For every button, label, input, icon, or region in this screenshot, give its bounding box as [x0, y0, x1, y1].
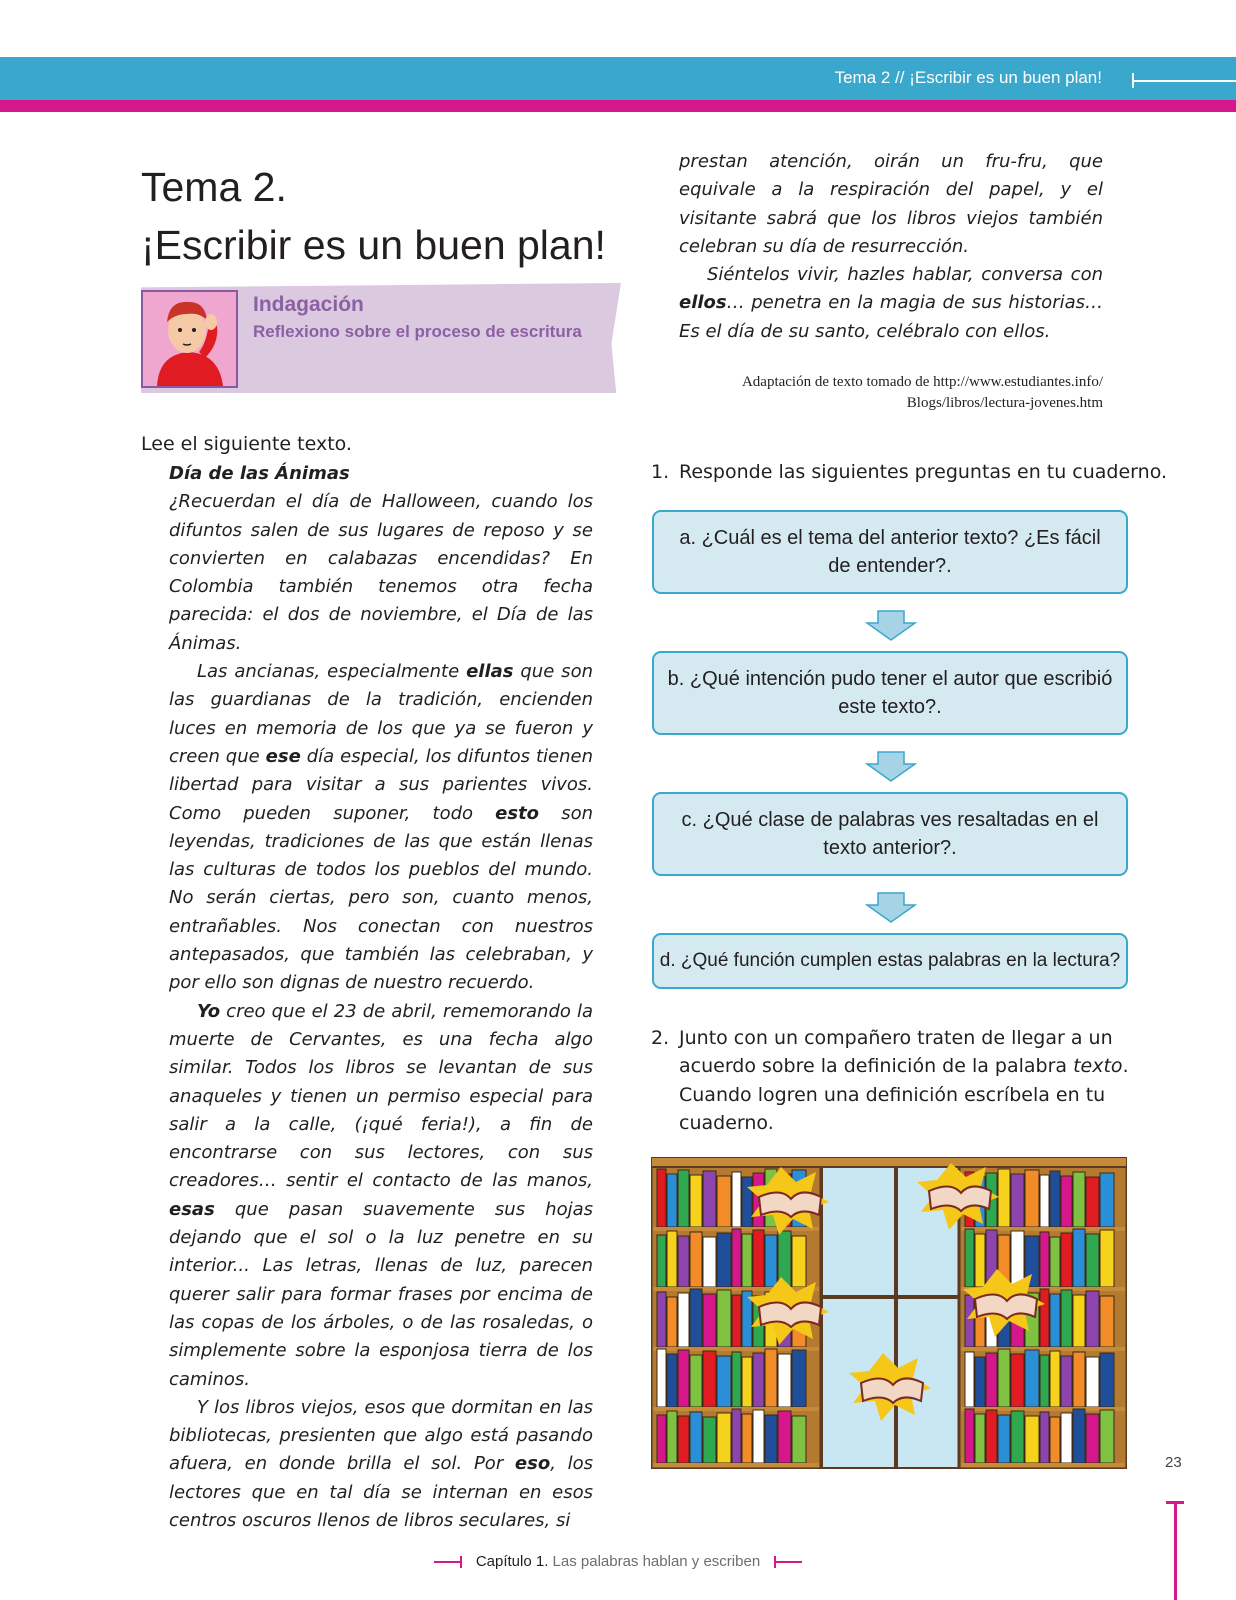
book-spine: [1073, 1409, 1085, 1463]
page-title: [141, 158, 606, 274]
footer-mark: [434, 1561, 462, 1563]
book-spine: [765, 1235, 777, 1287]
book-spine: [703, 1294, 716, 1347]
book-spine: [717, 1290, 731, 1347]
footer-mark: [774, 1561, 802, 1563]
book-spine: [703, 1351, 716, 1407]
book-spine: [657, 1415, 666, 1463]
highlighted-word: eso: [514, 1453, 551, 1475]
question-box-c: c. ¿Qué clase de palabras ves resaltadas en el texto anterior?.: [652, 792, 1128, 876]
book-spine: [690, 1289, 702, 1347]
book-spine: [753, 1353, 764, 1407]
highlighted-word: esas: [169, 1198, 215, 1220]
highlighted-word: ese: [265, 745, 301, 767]
reading-paragraph: [679, 261, 1103, 346]
book-spine: [667, 1354, 677, 1407]
book-spine: [657, 1235, 666, 1287]
book-spine: [1040, 1232, 1049, 1287]
book-spine: [667, 1411, 677, 1463]
book-spine: [1100, 1173, 1114, 1227]
book-spine: [1073, 1295, 1085, 1347]
activity-text: [679, 1024, 1131, 1137]
book-spine: [1050, 1417, 1060, 1463]
book-spine: [1050, 1171, 1060, 1227]
shelf-board: [961, 1463, 1125, 1467]
source-citation: [620, 372, 1103, 414]
down-arrow-icon: [865, 751, 917, 782]
book-spine: [965, 1409, 974, 1463]
book-spine: [732, 1229, 741, 1287]
question-box-d: d. ¿Qué función cumplen estas palabras en la lectura?: [652, 933, 1128, 989]
title-line-1: Tema 2.: [141, 164, 287, 210]
reading-instruction: Lee el siguiente texto.: [141, 433, 352, 455]
source-line: Blogs/libros/lectura-jovenes.htm: [906, 395, 1103, 411]
reading-paragraph: [169, 998, 593, 1394]
book-spine: [965, 1229, 974, 1287]
book-spine: [1086, 1414, 1099, 1463]
source-line: Adaptación de texto tomado de http://www.estudiantes.info/: [741, 374, 1103, 390]
title-line-2: ¡Escribir es un buen plan!: [141, 222, 606, 268]
book-spine: [792, 1236, 806, 1287]
book-spine: [690, 1175, 702, 1227]
book-spine: [1061, 1176, 1072, 1227]
book-spine: [1061, 1356, 1072, 1407]
thinking-student-icon: [141, 290, 238, 388]
book-spine: [678, 1170, 689, 1227]
bookshelf-illustration: [651, 1157, 1127, 1469]
header-stripe: [0, 100, 1236, 112]
text-run: Las ancianas, especialmente: [197, 661, 467, 683]
book-spine: [1086, 1357, 1099, 1407]
book-spine: [1061, 1413, 1072, 1463]
reading-paragraph: [169, 1394, 593, 1535]
book-spine: [1086, 1177, 1099, 1227]
book-spine: [732, 1352, 741, 1407]
highlighted-word: ellos: [679, 292, 727, 314]
question-box-a: a. ¿Cuál es el tema del anterior texto? ¿Es fácil de entender?.: [652, 510, 1128, 594]
italic-word: texto: [1073, 1055, 1123, 1078]
book-spine: [703, 1237, 716, 1287]
book-spine: [778, 1411, 791, 1463]
shelf-board: [961, 1347, 1125, 1351]
book-spine: [1040, 1289, 1049, 1347]
book-spine: [732, 1295, 741, 1347]
book-spine: [1073, 1229, 1085, 1287]
book-spine: [1100, 1353, 1114, 1407]
book-spine: [1086, 1291, 1099, 1347]
book-spine: [732, 1409, 741, 1463]
book-spine: [1011, 1231, 1024, 1287]
book-spine: [690, 1412, 702, 1463]
book-spine: [986, 1410, 997, 1463]
book-spine: [717, 1176, 731, 1227]
book-spine: [1100, 1230, 1114, 1287]
book-spine: [998, 1349, 1010, 1407]
book-spine: [703, 1417, 716, 1463]
book-spine: [1040, 1412, 1049, 1463]
book-spine: [667, 1174, 677, 1227]
book-spine: [998, 1415, 1010, 1463]
book-spine: [1073, 1172, 1085, 1227]
text-run: son leyendas, tradiciones de las que están llenas las culturas de todos los pueblos del mundo. No serán ciertas, pero son, cuanto menos, entrañables. Nos conectan con nuestros antepasados, que también las celebraban, y por ello son dignas de nuestro recuerdo.: [169, 802, 593, 994]
book-spine: [965, 1352, 974, 1407]
book-spine: [742, 1234, 752, 1287]
shelf-board: [653, 1463, 819, 1467]
book-spine: [998, 1169, 1010, 1227]
book-spine: [742, 1414, 752, 1463]
book-spine: [965, 1295, 974, 1347]
book-spine: [975, 1234, 985, 1287]
activity-2: [651, 1024, 1131, 1137]
highlighted-word: Yo: [197, 1000, 221, 1022]
book-spine: [1040, 1355, 1049, 1407]
highlighted-word: esto: [495, 802, 540, 824]
book-spine: [742, 1177, 752, 1227]
book-spine: [1050, 1237, 1060, 1287]
book-spine: [1025, 1170, 1039, 1227]
down-arrow-icon: [865, 892, 917, 923]
text-run: Y los libros viejos, esos que dormitan en las bibliotecas, presienten que algo está pasando afuera, en donde brilla el sol. Por: [169, 1396, 593, 1475]
book-spine: [678, 1416, 689, 1463]
banner-subtitle: Reflexiono sobre el proceso de escritura: [253, 322, 582, 341]
activity-text: Responde las siguientes preguntas en tu cuaderno.: [679, 461, 1168, 483]
reading-paragraph: prestan atención, oirán un fru-fru, que equivale a la respiración del papel, y el visitante sabrá que los libros viejos también celebran su día de resurrección.: [679, 151, 1103, 257]
book-spine: [678, 1293, 689, 1347]
footer-chapter-label: Capítulo 1.: [475, 1553, 549, 1570]
banner-title: Indagación: [253, 293, 364, 316]
text-run: Junto con un compañero traten de llegar a un acuerdo sobre la definición de la palabra: [679, 1027, 1113, 1078]
book-spine: [778, 1354, 791, 1407]
question-box-b: b. ¿Qué intención pudo tener el autor que escribió este texto?.: [652, 651, 1128, 735]
text-run: , los lectores que en tal día se internan en esos centros oscuros llenos de libros seculares, si: [169, 1453, 593, 1531]
activity-number: 1.: [651, 461, 670, 483]
book-spine: [657, 1349, 666, 1407]
book-spine: [765, 1415, 777, 1463]
book-spine: [1086, 1234, 1099, 1287]
book-spine: [703, 1171, 716, 1227]
activity-1: [651, 461, 1167, 483]
book-spine: [1100, 1296, 1114, 1347]
book-spine: [1073, 1352, 1085, 1407]
book-spine: [690, 1355, 702, 1407]
book-spine: [1011, 1174, 1024, 1227]
page-number: 23: [1165, 1454, 1182, 1471]
book-spine: [1050, 1294, 1060, 1347]
text-run: … penetra en la magia de sus historias… Es el día de su santo, celébralo con ellos.: [679, 292, 1103, 342]
reading-paragraph: ¿Recuerdan el día de Halloween, cuando los difuntos salen de sus lugares de reposo y se convierten en calabazas encendidas? En Colombia también tenemos otra fecha parecida: el dos de noviembre, el Día de las Ánimas.: [169, 491, 593, 654]
book-spine: [753, 1410, 764, 1463]
book-spine: [742, 1357, 752, 1407]
book-spine: [792, 1416, 806, 1463]
book-spine: [975, 1414, 985, 1463]
running-header: Tema 2 // ¡Escribir es un buen plan!: [834, 68, 1102, 87]
book-spine: [657, 1169, 666, 1227]
book-spine: [1100, 1410, 1114, 1463]
book-spine: [792, 1350, 806, 1407]
text-run: que pasan suavemente sus hojas dejando que el sol o la luz penetre en su interior... Las letras, llenas de luz, parecen querer salir para formar frases por encima de las copas de los árboles, o de las rosaledas, o simplemente sobre la esponjosa tierra de los caminos.: [169, 1198, 593, 1390]
text-run: que son las guardianas de la tradición, encienden luces en memoria de los que ya se fueron y creen que: [169, 661, 593, 767]
book-spine: [657, 1292, 666, 1347]
book-spine: [1025, 1416, 1039, 1463]
book-spine: [1061, 1233, 1072, 1287]
book-spine: [986, 1353, 997, 1407]
text-run: día especial, los difuntos tienen libertad para visitar a sus parientes vivos. Como pueden suponer, todo: [169, 745, 593, 824]
reading-paragraph: [169, 658, 593, 998]
book-spine: [1050, 1351, 1060, 1407]
footer-chapter-name: Las palabras hablan y escriben: [552, 1553, 761, 1570]
book-spine: [753, 1230, 764, 1287]
book-spine: [1061, 1290, 1072, 1347]
book-spine: [717, 1233, 731, 1287]
text-run: Siéntelos vivir, hazles hablar, conversa con: [707, 264, 1103, 286]
highlighted-word: ellas: [466, 661, 514, 683]
book-spine: [1011, 1411, 1024, 1463]
book-spine: [1040, 1175, 1049, 1227]
book-spine: [667, 1231, 677, 1287]
down-arrow-icon: [865, 610, 917, 641]
header-rule: [1132, 80, 1236, 82]
reading-text: [169, 460, 593, 1535]
book-spine: [667, 1297, 677, 1347]
book-spine: [975, 1357, 985, 1407]
book-spine: [1025, 1350, 1039, 1407]
book-spine: [717, 1356, 731, 1407]
book-spine: [765, 1349, 777, 1407]
book-spine: [678, 1236, 689, 1287]
book-spine: [1011, 1354, 1024, 1407]
side-rule: [1174, 1501, 1177, 1600]
activity-number: 2.: [651, 1027, 670, 1049]
reading-title: Día de las Ánimas: [169, 463, 350, 484]
footer: [0, 1553, 1236, 1570]
book-spine: [732, 1172, 741, 1227]
text-run: creo que el 23 de abril, rememorando la muerte de Cervantes, es una fecha algo similar. Todos los libros se levantan de sus anaqueles y tienen un permiso especial para salir a la calle, (¡qué feria!), a fin de encontrarse con sus lectores, con sus creadores… sentir el contacto de las manos,: [169, 1000, 593, 1192]
reading-continuation: [679, 148, 1103, 346]
book-spine: [678, 1350, 689, 1407]
book-spine: [690, 1232, 702, 1287]
book-spine: [717, 1413, 731, 1463]
text-run: . Cuando logren una definición escríbela en tu cuaderno.: [679, 1055, 1129, 1134]
